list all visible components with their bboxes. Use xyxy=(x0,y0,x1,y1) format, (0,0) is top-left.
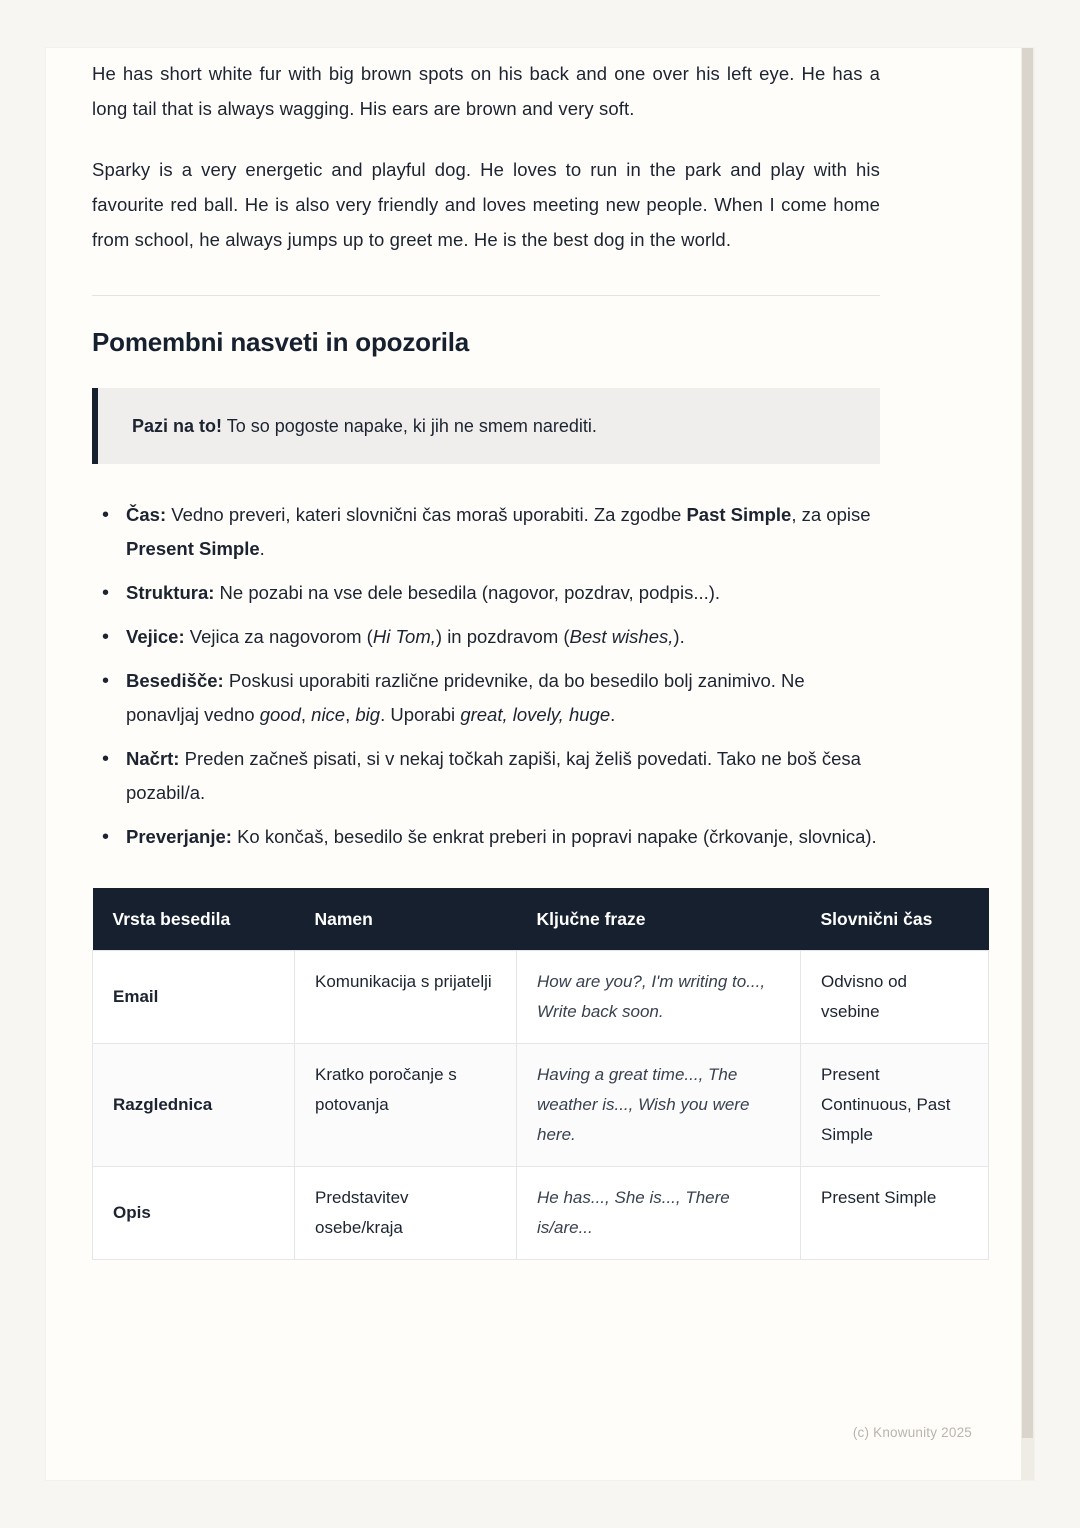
tip-label: Besedišče: xyxy=(126,670,224,691)
tip-emphasis: Present Simple xyxy=(126,538,260,559)
paragraph-appearance: He has short white fur with big brown spots on his back and one over his left eye. He has a long tail that is always wagging. His ears are brown and very soft. xyxy=(92,63,880,119)
table-row xyxy=(93,1167,989,1260)
cell-type: Email xyxy=(93,951,295,1044)
list-item xyxy=(126,620,880,654)
list-item xyxy=(126,820,880,854)
table-header-purpose: Namen xyxy=(295,888,517,951)
cell-type: Opis xyxy=(93,1167,295,1260)
table-row xyxy=(93,951,989,1044)
tip-text: Poskusi uporabiti različne pridevnike, da bo besedilo bolj zanimivo. Ne ponavljaj vedno xyxy=(126,670,805,725)
cell-tense: Odvisno od vsebine xyxy=(801,951,989,1044)
tip-example: great, lovely, huge xyxy=(460,704,611,725)
cell-purpose: Komunikacija s prijatelji xyxy=(295,951,517,1044)
tip-text: . Uporabi xyxy=(380,704,461,725)
callout-lead: Pazi na to! xyxy=(132,416,223,436)
tip-label: Čas: xyxy=(126,504,167,525)
document-content xyxy=(92,48,951,1260)
list-item xyxy=(126,742,880,810)
tips-list xyxy=(92,498,880,854)
tip-label: Struktura: xyxy=(126,582,215,603)
paragraph-personality: Sparky is a very energetic and playful dog. He loves to run in the park and play with his favourite red ball. He is also very friendly and loves meeting new people. When I come home from school, he always jumps up to greet me. He is the best dog in the world. xyxy=(92,159,880,250)
table-header-tense: Slovnični čas xyxy=(801,888,989,951)
cell-tense: Present Continuous, Past Simple xyxy=(801,1044,989,1167)
table-header-type: Vrsta besedila xyxy=(93,888,295,951)
tip-text: Vejica za nagovorom ( xyxy=(184,626,373,647)
tip-text: . xyxy=(259,538,265,559)
cell-phrases: Having a great time..., The weather is..., Wish you were here. xyxy=(517,1044,801,1167)
tip-text: . xyxy=(610,704,616,725)
list-item xyxy=(126,664,880,732)
page-title: Pomembni nasveti in opozorila xyxy=(92,327,470,357)
tip-text: ) in pozdravom ( xyxy=(435,626,570,647)
tip-emphasis: Past Simple xyxy=(686,504,792,525)
tip-text: ). xyxy=(673,626,685,647)
table-body xyxy=(93,951,989,1260)
document-page xyxy=(46,48,1034,1480)
cell-phrases: He has..., She is..., There is/are... xyxy=(517,1167,801,1260)
table-head xyxy=(93,888,989,951)
scrollbar-thumb[interactable] xyxy=(1022,48,1033,1438)
tip-text: Vedno preveri, kateri slovnični čas moraš uporabiti. Za zgodbe xyxy=(166,504,687,525)
text-types-table xyxy=(92,888,989,1260)
cell-tense: Present Simple xyxy=(801,1167,989,1260)
cell-type: Razglednica xyxy=(93,1044,295,1167)
table-header-row xyxy=(93,888,989,951)
tip-text: , xyxy=(300,704,312,725)
tip-text: , za opise xyxy=(791,504,871,525)
tip-label: Preverjanje: xyxy=(126,826,232,847)
callout-body: To so pogoste napake, ki jih ne smem narediti. xyxy=(226,416,597,436)
tip-label: Vejice: xyxy=(126,626,185,647)
tip-label: Načrt: xyxy=(126,748,180,769)
cell-purpose: Kratko poročanje s potovanja xyxy=(295,1044,517,1167)
list-item xyxy=(126,576,880,610)
list-item xyxy=(126,498,880,566)
tip-example: good xyxy=(259,704,301,725)
tip-example: Best wishes, xyxy=(569,626,674,647)
tip-example: big xyxy=(355,704,381,725)
tip-example: Hi Tom, xyxy=(372,626,436,647)
cell-phrases: How are you?, I'm writing to..., Write back soon. xyxy=(517,951,801,1044)
table-header-phrases: Ključne fraze xyxy=(517,888,801,951)
tip-text: Preden začneš pisati, si v nekaj točkah zapiši, kaj želiš povedati. Tako ne boš česa pozabil/a. xyxy=(126,748,861,803)
tip-text: Ko končaš, besedilo še enkrat preberi in popravi napake (črkovanje, slovnica). xyxy=(231,826,877,847)
warning-callout xyxy=(92,388,880,464)
cell-purpose: Predstavitev osebe/kraja xyxy=(295,1167,517,1260)
tip-text: Ne pozabi na vse dele besedila (nagovor, pozdrav, podpis...). xyxy=(214,582,721,603)
watermark: (c) Knowunity 2025 xyxy=(852,1425,972,1440)
scrollbar-track[interactable] xyxy=(1021,48,1034,1480)
tip-example: nice xyxy=(311,704,346,725)
table-row xyxy=(93,1044,989,1167)
section-divider xyxy=(92,295,880,296)
tip-text: , xyxy=(345,704,356,725)
